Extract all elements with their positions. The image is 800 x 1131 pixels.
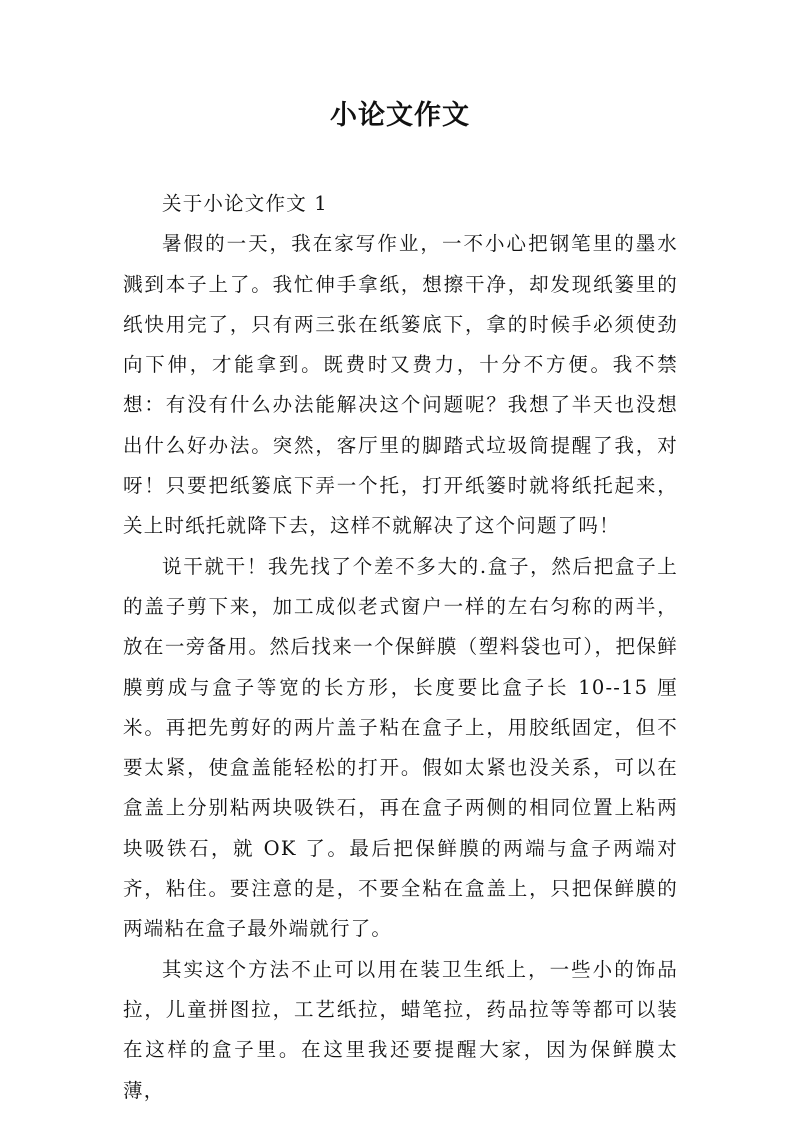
section-heading: 关于小论文作文 1	[162, 192, 328, 215]
paragraph-3: 其实这个方法不止可以用在装卫生纸上，一些小的饰品拉，儿童拼图拉，工艺纸拉，蜡笔拉，药品拉等等都可以装在这样的盒子里。在这里我还要提醒大家，因为保鲜膜太薄，	[123, 957, 678, 1102]
document-title: 小论文作文	[330, 100, 470, 131]
paragraph-1: 暑假的一天，我在家写作业，一不小心把钢笔里的墨水溅到本子上了。我忙伸手拿纸，想擦干净，却发现纸篓里的纸快用完了，只有两三张在纸篓底下，拿的时候手必须使劲向下伸，才能拿到。既费时又费力，十分不方便。我不禁想：有没有什么办法能解决这个问题呢？我想了半天也没想出什么好办法。突然，客厅里的脚踏式垃圾筒提醒了我，对呀！只要把纸篓底下弄一个托，打开纸篓时就将纸托起来，关上时纸托就降下去，这样不就解决了这个问题了吗！	[123, 232, 678, 538]
paragraph-2: 说干就干！我先找了个差不多大的.盒子，然后把盒子上的盖子剪下来，加工成似老式窗户一样的左右匀称的两半，放在一旁备用。然后找来一个保鲜膜（塑料袋也可），把保鲜膜剪成与盒子等宽的长方形，长度要比盒子长 10--15 厘米。再把先剪好的两片盖子粘在盒子上，用胶纸固定，但不要太紧，使盒盖能轻松的打开。假如太紧也没关系，可以在盒盖上分别粘两块吸铁石，再在盒子两侧的相同位置上粘两块吸铁石，就 OK 了。最后把保鲜膜的两端与盒子两端对齐，粘住。要注意的是，不要全粘在盒盖上，只把保鲜膜的两端粘在盒子最外端就行了。	[123, 554, 678, 941]
document-body	[123, 184, 678, 1111]
